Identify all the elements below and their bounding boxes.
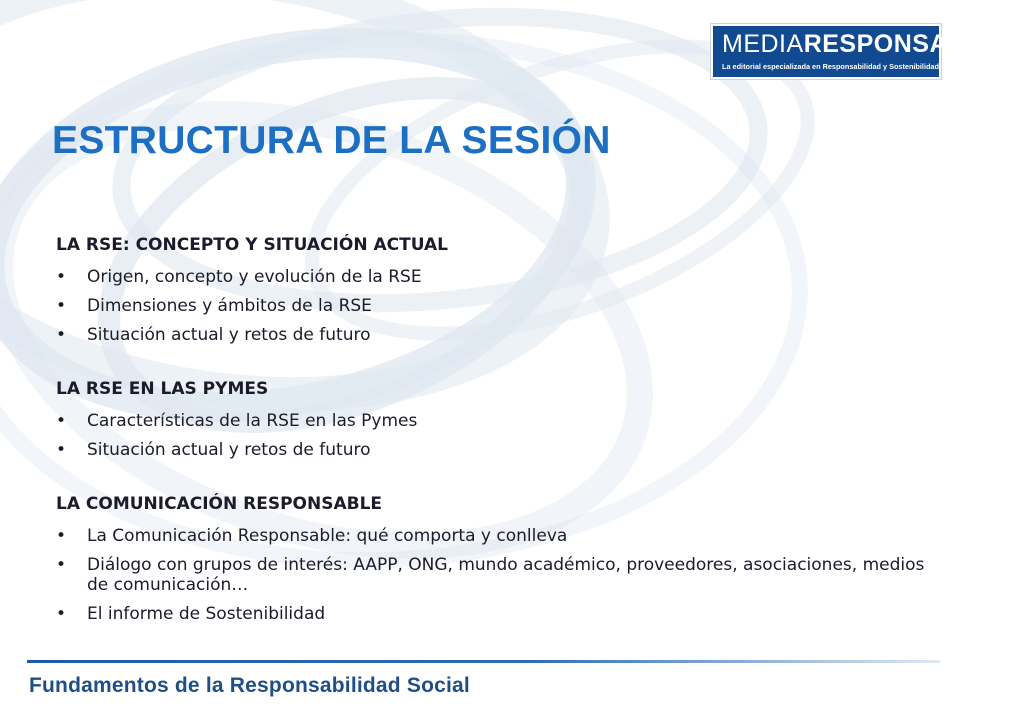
section-comunicacion-responsable [56, 491, 936, 624]
list-item-text: El informe de Sostenibilidad [87, 604, 326, 624]
bullet: • [56, 555, 67, 575]
bullet: • [56, 440, 67, 460]
list-item-text: Origen, concepto y evolución de la RSE [87, 267, 422, 287]
bullet: • [56, 526, 67, 546]
bullet: • [56, 604, 67, 624]
logo-tagline: La editorial especializada en Responsabilidad y Sostenibilidad [722, 62, 939, 71]
list-item [56, 325, 936, 345]
logo-wordmark [722, 30, 1010, 59]
section-title: LA RSE: CONCEPTO Y SITUACIÓN ACTUAL [56, 235, 448, 255]
list-item [56, 411, 936, 431]
logo-registered-mark: ® [999, 30, 1010, 45]
slide-title: ESTRUCTURA DE LA SESIÓN [52, 119, 611, 162]
logo-brand-bold: RESPONSABLE [803, 30, 1000, 58]
section-rse-pymes [56, 376, 936, 460]
list-item [56, 440, 936, 460]
bullet: • [56, 296, 67, 316]
bullet: • [56, 267, 67, 287]
bullet: • [56, 325, 67, 345]
list-item-text: Características de la RSE en las Pymes [87, 411, 418, 431]
list-item-text: Situación actual y retos de futuro [87, 325, 371, 345]
footer-divider [27, 660, 940, 663]
list-item-text: La Comunicación Responsable: qué comporta y conlleva [87, 526, 568, 546]
list-item-text: Situación actual y retos de futuro [87, 440, 371, 460]
list-item [56, 604, 936, 624]
list-item-text: Diálogo con grupos de interés: AAPP, ONG, mundo académico, proveedores, asociaciones, medios de comunicación… [87, 555, 925, 595]
list-item [56, 555, 936, 595]
section-title: LA RSE EN LAS PYMES [56, 379, 269, 399]
list-item-text: Dimensiones y ámbitos de la RSE [87, 296, 372, 316]
slide-content [56, 232, 936, 624]
media-responsable-logo [711, 24, 1010, 79]
list-item [56, 526, 936, 546]
bullet: • [56, 411, 67, 431]
section-rse-concepto [56, 232, 936, 345]
logo-brand-light: MEDIA [722, 30, 804, 58]
section-title: LA COMUNICACIÓN RESPONSABLE [56, 494, 383, 514]
list-item [56, 296, 936, 316]
list-item [56, 267, 936, 287]
footer-title: Fundamentos de la Responsabilidad Social [29, 674, 470, 697]
